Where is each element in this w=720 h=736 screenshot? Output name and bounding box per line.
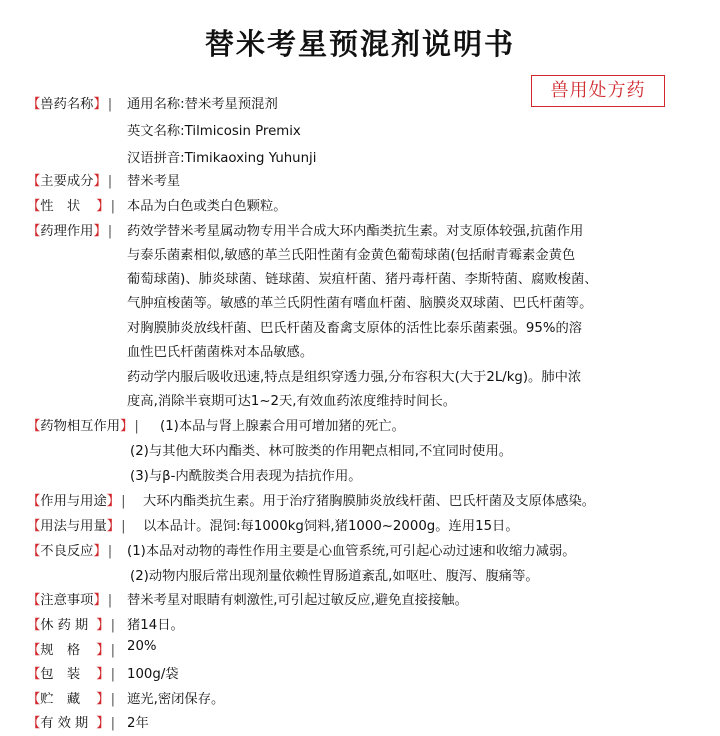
label-pharmacology: 【药理作用】| (27, 224, 113, 239)
label-drug-name: 【兽药名称】| (27, 97, 113, 112)
interactions-line-2: (2)与其他大环内酯类、林可胺类的作用靶点相同,不宜同时使用。 (130, 444, 513, 459)
drug-name-line-2: 英文名称:Tilmicosin Premix (127, 124, 301, 139)
interactions-line-1: (1)本品与肾上腺素合用可增加猪的死亡。 (160, 419, 405, 434)
dosage-value: 以本品计。混饲:每1000kg饲料,猪1000~2000g。连用15日。 (143, 519, 519, 534)
label-interactions: 【药物相互作用】| (27, 419, 139, 434)
label-adverse: 【不良反应】| (27, 544, 113, 559)
label-appearance: 【性 状 】| (27, 199, 116, 214)
precautions-value: 替米考星对眼睛有刺激性,可引起过敏反应,避免直接接触。 (127, 593, 468, 608)
pharmacology-line-3: 葡萄球菌)、肺炎球菌、链球菌、炭疽杆菌、猪丹毒杆菌、李斯特菌、腐败梭菌、 (127, 272, 598, 287)
adverse-line-2: (2)动物内服后常出现剂量依赖性胃肠道紊乱,如呕吐、腹泻、腹痛等。 (130, 569, 539, 584)
pharmacology-line-6: 血性巴氏杆菌菌株对本品敏感。 (127, 345, 314, 360)
page-title: 替米考星预混剂说明书 (204, 27, 515, 61)
adverse-line-1: (1)本品对动物的毒性作用主要是心血管系统,可引起心动过速和收缩力减弱。 (127, 544, 576, 559)
label-spec: 【规 格 】| (27, 643, 116, 658)
pharmacology-line-2: 与泰乐菌素相似,敏感的革兰氏阳性菌有金黄色葡萄球菌(包括耐青霉素金黄色 (127, 248, 576, 263)
pharmacology-line-1: 药效学替米考星属动物专用半合成大环内酯类抗生素。对支原体较强,抗菌作用 (127, 224, 584, 239)
label-storage: 【贮 藏 】| (27, 692, 116, 707)
label-withdrawal: 【休药期 】| (27, 618, 116, 633)
pharmacology-line-5: 对胸膜肺炎放线杆菌、巴氏杆菌及畜禽支原体的活性比泰乐菌素强。95%的溶 (127, 321, 583, 336)
interactions-line-3: (3)与β-内酰胺类合用表现为拮抗作用。 (130, 469, 362, 484)
label-package: 【包 装 】| (27, 667, 116, 682)
withdrawal-value: 猪14日。 (127, 618, 184, 633)
indications-value: 大环内酯类抗生素。用于治疗猪胸膜肺炎放线杆菌、巴氏杆菌及支原体感染。 (143, 494, 596, 509)
label-precautions: 【注意事项】| (27, 593, 113, 608)
label-dosage: 【用法与用量】| (27, 519, 126, 534)
drug-name-line-3: 汉语拼音:Timikaoxing Yuhunji (127, 151, 317, 166)
drug-name-line-1: 通用名称:替米考星预混剂 (127, 97, 278, 112)
pharmacology-line-7: 药动学内服后吸收迅速,特点是组织穿透力强,分布容积大(大于2L/kg)。肺中浓 (127, 370, 582, 385)
validity-value: 2年 (127, 716, 149, 731)
label-indications: 【作用与用途】| (27, 494, 126, 509)
pharmacology-line-4: 气肿疽梭菌等。敏感的革兰氏阴性菌有嗜血杆菌、脑膜炎双球菌、巴氏杆菌等。 (127, 296, 593, 311)
label-ingredient: 【主要成分】| (27, 174, 113, 189)
spec-value: 20% (127, 639, 157, 654)
pharmacology-line-8: 度高,消除半衰期可达1~2天,有效血药浓度维持时间长。 (127, 394, 457, 409)
storage-value: 遮光,密闭保存。 (127, 692, 225, 707)
appearance-value: 本品为白色或类白色颗粒。 (127, 199, 287, 214)
package-value: 100g/袋 (127, 667, 179, 682)
ingredient-value: 替米考星 (127, 174, 181, 189)
prescription-badge: 兽用处方药 (531, 75, 665, 107)
label-validity: 【有效期 】| (27, 716, 116, 731)
